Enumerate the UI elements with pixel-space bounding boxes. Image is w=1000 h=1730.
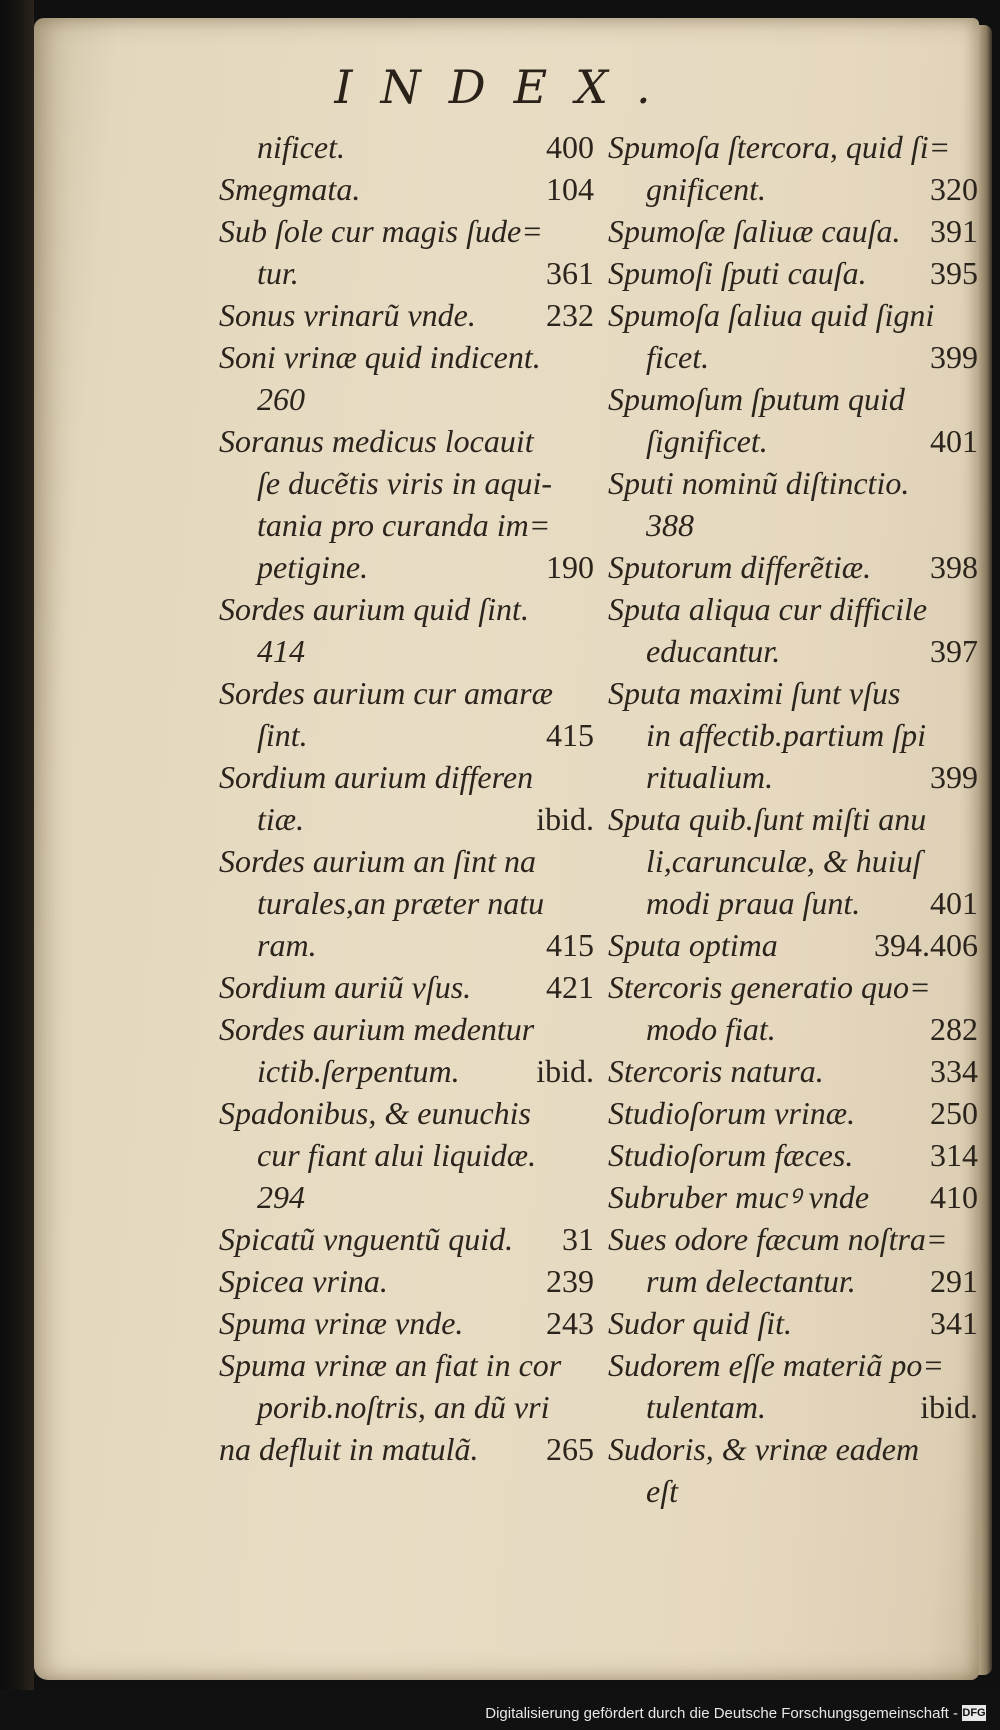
entry-text: Stercoris natura. [608, 1053, 824, 1089]
scan-left-margin [0, 0, 34, 1730]
page-reference: 239 [546, 1263, 594, 1299]
footer-credit: Digitalisierung gefördert durch die Deutsche Forschungsgemeinschaft - [485, 1705, 958, 1722]
entry-text: Spadonibus, & eunuchis [219, 1095, 531, 1131]
dfg-logo: DFG [962, 1707, 986, 1719]
index-entry [608, 798, 978, 840]
entry-text: tiæ. [257, 801, 305, 837]
index-column-right [608, 126, 978, 1512]
entry-text: ficet. [646, 339, 710, 375]
index-entry [608, 462, 978, 504]
index-entry [608, 630, 978, 672]
page-reference: 410 [930, 1179, 978, 1215]
entry-text: tulentam. [646, 1389, 766, 1425]
page-heading: INDEX. [334, 60, 679, 114]
page-reference: 415 [546, 927, 594, 963]
entry-text: gnificent. [646, 171, 766, 207]
page-reference: 397 [930, 633, 978, 669]
index-entry [219, 1428, 594, 1470]
page-reference: 282 [930, 1011, 978, 1047]
page-reference: 394.406 [874, 927, 978, 963]
entry-text: Sordes aurium medentur [219, 1011, 535, 1047]
index-entry [608, 378, 978, 420]
index-entry [608, 924, 978, 966]
entry-text: porib.noſtris, an dũ vri [257, 1389, 550, 1425]
index-entry [219, 546, 594, 588]
entry-text: Sudor quid ſit. [608, 1305, 793, 1341]
index-entry [219, 672, 594, 714]
index-entry [219, 126, 594, 168]
index-entry [219, 756, 594, 798]
page-reference: 400 [546, 129, 594, 165]
page-reference: 243 [546, 1305, 594, 1341]
book-page [34, 18, 979, 1680]
index-entry [219, 588, 594, 630]
index-entry [219, 840, 594, 882]
index-entry [219, 1050, 594, 1092]
page-edge [978, 25, 992, 1675]
entry-text: Spumoſa ſaliua quid ſigni [608, 297, 935, 333]
entry-text: Studioſorum vrinæ. [608, 1095, 856, 1131]
page-reference: 399 [930, 759, 978, 795]
index-entry [608, 252, 978, 294]
entry-text: Sputi nominũ diſtinctio. [608, 465, 910, 501]
index-entry [219, 1134, 594, 1176]
index-entry [608, 546, 978, 588]
index-entry [219, 294, 594, 336]
page-reference: 232 [546, 297, 594, 333]
index-entry [608, 840, 978, 882]
entry-text: Sub ſole cur magis ſude= [219, 213, 543, 249]
page-reference: 399 [930, 339, 978, 375]
page-reference: 31 [562, 1221, 594, 1257]
index-entry [608, 1344, 978, 1386]
index-entry [608, 966, 978, 1008]
entry-text: rum delectantur. [646, 1263, 856, 1299]
entry-text: ſe ducẽtis viris in aqui- [257, 465, 553, 501]
entry-text: 388 [646, 507, 694, 543]
index-entry [608, 1134, 978, 1176]
index-entry [608, 588, 978, 630]
index-entry [608, 1008, 978, 1050]
index-entry [608, 1302, 978, 1344]
index-entry [219, 1344, 594, 1386]
entry-text: Sonus vrinarũ vnde. [219, 297, 476, 333]
index-entry [219, 1302, 594, 1344]
page-reference: ibid. [536, 801, 594, 837]
page-reference: 291 [930, 1263, 978, 1299]
entry-text: tur. [257, 255, 299, 291]
index-entry [219, 1260, 594, 1302]
index-entry [608, 882, 978, 924]
entry-text: Sudoris, & vrinæ eadem [608, 1431, 920, 1467]
entry-text: ram. [257, 927, 317, 963]
entry-text: petigine. [257, 549, 369, 585]
page-reference: 250 [930, 1095, 978, 1131]
index-entry [608, 756, 978, 798]
entry-text: Sordes aurium an ſint na [219, 843, 537, 879]
index-entry [219, 336, 594, 378]
index-column-left [219, 126, 594, 1470]
entry-text: Sputa aliqua cur difficile [608, 591, 928, 627]
entry-text: 414 [257, 633, 305, 669]
index-entry [608, 504, 978, 546]
entry-text: Spuma vrinæ vnde. [219, 1305, 464, 1341]
entry-text: Stercoris generatio quo= [608, 969, 931, 1005]
entry-text: Spicea vrina. [219, 1263, 388, 1299]
index-entry [219, 882, 594, 924]
entry-text: modi praua ſunt. [646, 885, 861, 921]
entry-text: Sordes aurium cur amaræ [219, 675, 553, 711]
entry-text: Spumoſum ſputum quid [608, 381, 905, 417]
entry-text: turales,an præter natu [257, 885, 545, 921]
index-entry [219, 252, 594, 294]
entry-text: Sordium auriũ vſus. [219, 969, 472, 1005]
page-reference: 265 [546, 1431, 594, 1467]
entry-text: na defluit in matulã. [219, 1431, 479, 1467]
entry-text: Spicatũ vnguentũ quid. [219, 1221, 514, 1257]
entry-text: Spumoſi ſputi cauſa. [608, 255, 867, 291]
page-reference: ibid. [920, 1389, 978, 1425]
entry-text: 294 [257, 1179, 305, 1215]
entry-text: eſt [646, 1473, 678, 1509]
entry-text: educantur. [646, 633, 781, 669]
index-entry [219, 168, 594, 210]
index-entry [608, 1092, 978, 1134]
entry-text: Spumoſa ſtercora, quid ſi= [608, 129, 951, 165]
page-reference: 361 [546, 255, 594, 291]
entry-text: Sputorum differẽtiæ. [608, 549, 872, 585]
page-reference: 341 [930, 1305, 978, 1341]
index-entry [219, 924, 594, 966]
index-entry [608, 672, 978, 714]
index-entry [219, 504, 594, 546]
page-reference: 190 [546, 549, 594, 585]
page-reference: 314 [930, 1137, 978, 1173]
catchword [608, 1470, 978, 1512]
entry-text: Soranus medicus locauit [219, 423, 534, 459]
entry-text: Soni vrinæ quid indicent. [219, 339, 541, 375]
index-entry [219, 378, 594, 420]
index-entry [219, 714, 594, 756]
index-entry [608, 714, 978, 756]
index-entry [608, 1386, 978, 1428]
entry-text: Smegmata. [219, 171, 361, 207]
page-reference: ibid. [536, 1053, 594, 1089]
entry-text: ictib.ſerpentum. [257, 1053, 460, 1089]
index-entry [608, 1050, 978, 1092]
index-entry [219, 1008, 594, 1050]
entry-text: 260 [257, 381, 305, 417]
entry-text: Spumoſæ ſaliuæ cauſa. [608, 213, 901, 249]
page-reference: 320 [930, 171, 978, 207]
page-reference: 334 [930, 1053, 978, 1089]
page-reference: 421 [546, 969, 594, 1005]
index-entry [608, 1176, 978, 1218]
index-entry [608, 294, 978, 336]
page-reference: 391 [930, 213, 978, 249]
index-entry [219, 630, 594, 672]
entry-text: cur fiant alui liquidæ. [257, 1137, 537, 1173]
entry-text: Studioſorum fæces. [608, 1137, 854, 1173]
page-reference: 395 [930, 255, 978, 291]
entry-text: Sues odore fæcum noſtra= [608, 1221, 948, 1257]
page-reference: 104 [546, 171, 594, 207]
index-entry [219, 966, 594, 1008]
index-entry [608, 1260, 978, 1302]
entry-text: Sputa quib.ſunt miſti anu [608, 801, 927, 837]
entry-text: Sputa optima [608, 927, 778, 963]
entry-text: Sputa maximi ſunt vſus [608, 675, 901, 711]
index-entry [219, 798, 594, 840]
index-entry [219, 1218, 594, 1260]
index-entry [608, 420, 978, 462]
entry-text: in affectib.partium ſpi [646, 717, 926, 753]
page-reference: 401 [930, 423, 978, 459]
entry-text: ritualium. [646, 759, 774, 795]
entry-text: Sudorem eſſe materiã po= [608, 1347, 944, 1383]
page-reference: 401 [930, 885, 978, 921]
index-entry [219, 210, 594, 252]
index-entry [219, 1386, 594, 1428]
index-entry [608, 210, 978, 252]
entry-text: ſint. [257, 717, 308, 753]
entry-text: Sordes aurium quid ſint. [219, 591, 529, 627]
index-entry [608, 336, 978, 378]
index-entry [608, 1218, 978, 1260]
page-reference: 398 [930, 549, 978, 585]
page-reference: 415 [546, 717, 594, 753]
entry-text: Spuma vrinæ an fiat in cor [219, 1347, 562, 1383]
index-entry [219, 420, 594, 462]
entry-text: Subruber mucꝰ vnde [608, 1179, 870, 1215]
index-entry [219, 1092, 594, 1134]
index-entry [219, 1176, 594, 1218]
entry-text: ſignificet. [646, 423, 768, 459]
index-entry [608, 1428, 978, 1470]
index-entry [608, 126, 978, 168]
index-entry [608, 168, 978, 210]
entry-text: Sordium aurium differen [219, 759, 534, 795]
index-entry [219, 462, 594, 504]
entry-text: tania pro curanda im= [257, 507, 551, 543]
entry-text: modo fiat. [646, 1011, 776, 1047]
entry-text: li,carunculæ, & huiuſ [646, 843, 922, 879]
entry-text: nificet. [257, 129, 345, 165]
